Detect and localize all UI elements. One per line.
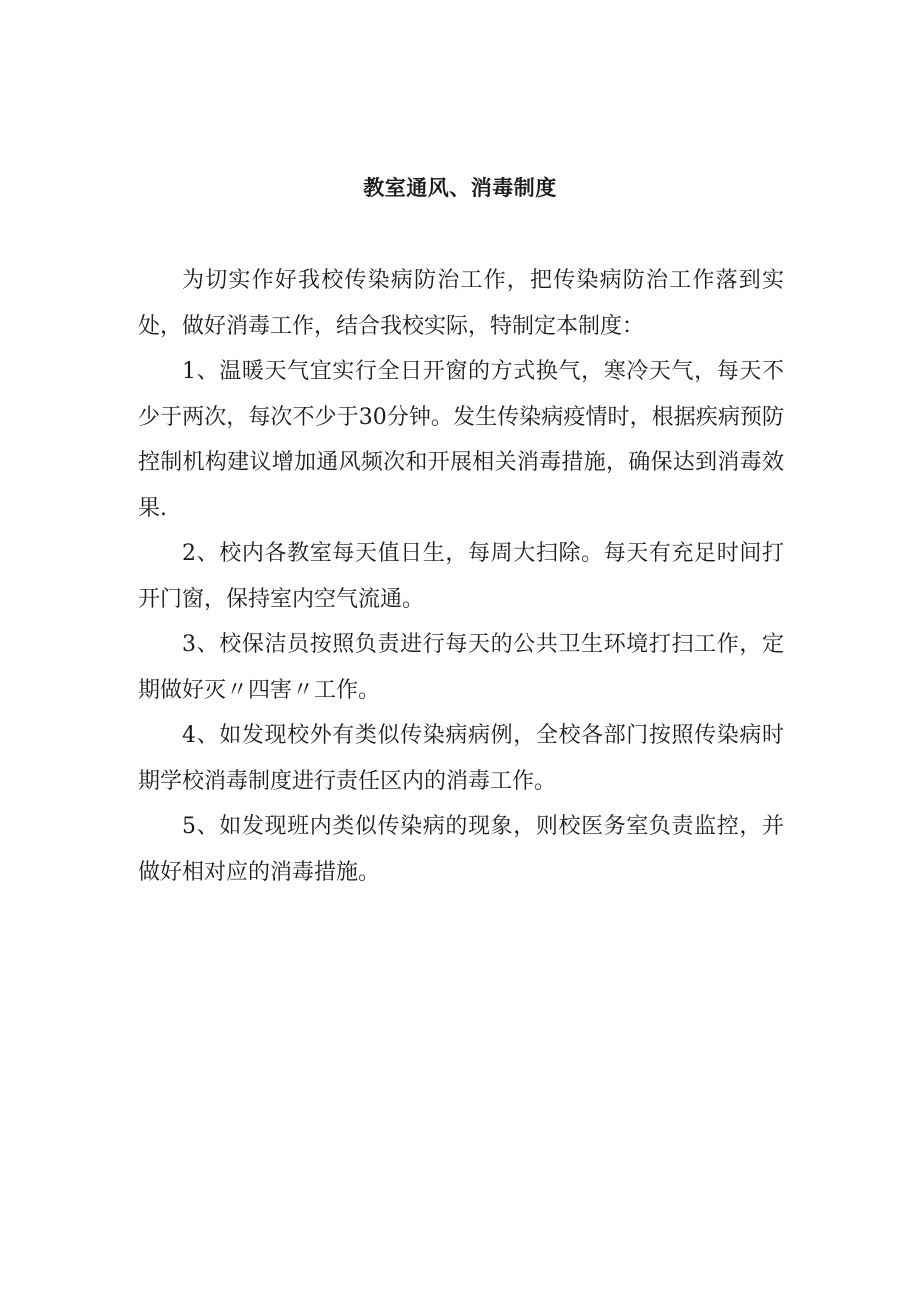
rule-paragraph-2: 2、校内各教室每天值日生，每周大扫除。每天有充足时间打开门窗，保持室内空气流通。 [138, 541, 784, 612]
document-body [138, 258, 784, 895]
rule-paragraph-3: 3、校保洁员按照负责进行每天的公共卫生环境打扫工作，定期做好灭〃四害〃工作。 [138, 632, 784, 703]
intro-paragraph: 为切实作好我校传染病防治工作，把传染病防治工作落到实处，做好消毒工作，结合我校实际，特制定本制度： [138, 268, 784, 339]
document-title: 教室通风、消毒制度 [363, 176, 557, 200]
rule-paragraph-5: 5、如发现班内类似传染病的现象，则校医务室负责监控，并做好相对应的消毒措施。 [138, 814, 784, 885]
rule-paragraph-1: 1、温暖天气宜实行全日开窗的方式换气，寒冷天气，每天不少于两次，每次不少于30分钟。发生传染病疫情时，根据疾病预防控制机构建议增加通风频次和开展相关消毒措施，确保达到消毒效果. [138, 359, 784, 521]
rule-paragraph-4: 4、如发现校外有类似传染病病例，全校各部门按照传染病时期学校消毒制度进行责任区内的消毒工作。 [138, 723, 784, 794]
